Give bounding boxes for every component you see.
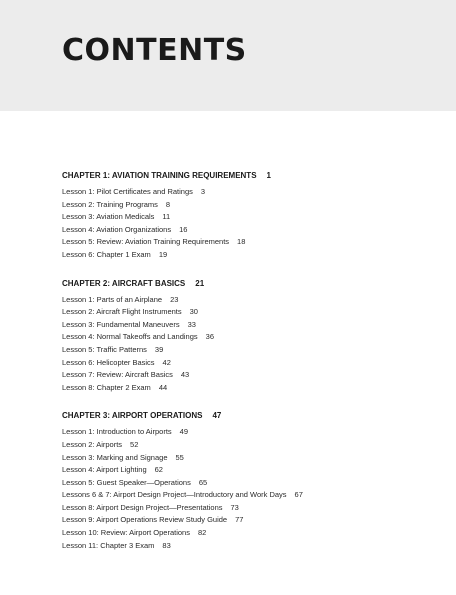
lesson-entry[interactable] (62, 249, 442, 262)
lesson-page-number: 55 (175, 452, 184, 462)
lesson-label: Lesson 3: Aviation Medicals (62, 212, 155, 222)
lesson-label: Lesson 9: Airport Operations Review Study Guide (62, 515, 228, 525)
lesson-entry[interactable] (62, 464, 442, 477)
lesson-entry[interactable] (62, 357, 442, 370)
lesson-entry[interactable] (62, 514, 442, 527)
lesson-entry[interactable] (62, 306, 442, 319)
lesson-entry[interactable] (62, 294, 442, 307)
lesson-label: Lesson 6: Helicopter Basics (62, 357, 155, 367)
lesson-page-number: 67 (294, 490, 303, 500)
lesson-entry[interactable] (62, 344, 442, 357)
chapter-page-number: 1 (266, 171, 271, 180)
lesson-page-number: 52 (130, 439, 139, 449)
lesson-entry[interactable] (62, 527, 442, 540)
lesson-entry[interactable] (62, 502, 442, 515)
lesson-entry[interactable] (62, 186, 442, 199)
lesson-label: Lesson 6: Chapter 1 Exam (62, 249, 151, 259)
lesson-label: Lesson 2: Airports (62, 439, 123, 449)
lesson-page-number: 62 (154, 465, 163, 475)
lesson-label: Lesson 4: Normal Takeoffs and Landings (62, 332, 198, 342)
chapter-1 (62, 170, 442, 262)
lesson-entry[interactable] (62, 382, 442, 395)
lesson-page-number: 43 (180, 370, 190, 380)
lesson-label: Lesson 11: Chapter 3 Exam (62, 540, 155, 550)
lesson-entry[interactable] (62, 452, 442, 465)
lesson-page-number: 73 (230, 502, 239, 512)
lesson-label: Lesson 1: Introduction to Airports (62, 427, 172, 437)
lesson-entry[interactable] (62, 426, 442, 439)
lesson-label: Lesson 5: Guest Speaker—Operations (62, 477, 191, 487)
chapter-heading[interactable] (62, 410, 442, 422)
lesson-entry[interactable] (62, 489, 442, 502)
lesson-page-number: 3 (200, 187, 206, 196)
chapter-page-number: 47 (212, 411, 222, 421)
lesson-page-number: 77 (235, 515, 244, 525)
chapter-2 (62, 278, 442, 395)
chapter-heading[interactable] (62, 278, 442, 290)
lesson-entry[interactable] (62, 369, 442, 382)
lesson-page-number: 44 (158, 382, 168, 392)
lesson-entry[interactable] (62, 439, 442, 452)
lesson-page-number: 30 (189, 307, 198, 317)
lesson-page-number: 39 (154, 344, 164, 354)
lesson-label: Lesson 3: Fundamental Maneuvers (62, 319, 180, 329)
lesson-entry[interactable] (62, 236, 442, 249)
chapter-page-number: 21 (195, 278, 205, 288)
lesson-label: Lesson 8: Airport Design Project—Presentations (62, 502, 223, 512)
lesson-entry[interactable] (62, 540, 442, 553)
lesson-label: Lesson 2: Training Programs (62, 199, 158, 209)
lesson-entry[interactable] (62, 199, 442, 212)
chapter-title: CHAPTER 2: AIRCRAFT BASICS (62, 278, 186, 288)
lesson-page-number: 42 (162, 357, 171, 367)
lesson-page-number: 8 (165, 199, 171, 209)
lesson-page-number: 83 (162, 540, 171, 550)
lesson-label: Lesson 1: Parts of an Airplane (62, 294, 163, 304)
lesson-page-number: 82 (197, 528, 207, 538)
lesson-entry[interactable] (62, 477, 442, 490)
lesson-label: Lesson 4: Airport Lighting (62, 465, 147, 475)
lesson-page-number: 49 (179, 427, 188, 437)
lesson-page-number: 65 (198, 477, 208, 487)
lesson-label: Lesson 4: Aviation Organizations (62, 224, 172, 234)
lesson-page-number: 36 (205, 332, 214, 342)
lesson-page-number: 19 (158, 249, 168, 259)
lesson-label: Lesson 3: Marking and Signage (62, 452, 168, 462)
lesson-label: Lesson 10: Review: Airport Operations (62, 528, 190, 538)
lesson-page-number: 18 (237, 237, 246, 247)
lesson-page-number: 16 (179, 224, 188, 234)
lesson-entry[interactable] (62, 331, 442, 344)
lesson-entry[interactable] (62, 319, 442, 332)
lesson-label: Lesson 1: Pilot Certificates and Ratings (62, 187, 193, 196)
lesson-page-number: 33 (187, 319, 196, 329)
chapter-3 (62, 410, 442, 552)
lesson-label: Lesson 5: Review: Aviation Training Requirements (62, 237, 230, 247)
chapter-title: CHAPTER 1: AVIATION TRAINING REQUIREMENTS (62, 171, 257, 180)
lesson-label: Lesson 8: Chapter 2 Exam (62, 382, 151, 392)
lesson-label: Lesson 7: Review: Aircraft Basics (62, 370, 173, 380)
lesson-entry[interactable] (62, 224, 442, 237)
lesson-label: Lesson 2: Aircraft Flight Instruments (62, 307, 182, 317)
lesson-label: Lessons 6 & 7: Airport Design Project—Introductory and Work Days (62, 490, 287, 500)
lesson-page-number: 23 (170, 294, 179, 304)
chapter-title: CHAPTER 3: AIRPORT OPERATIONS (62, 411, 203, 421)
table-of-contents (62, 170, 442, 568)
chapter-heading[interactable] (62, 170, 442, 182)
page-title: CONTENTS (62, 33, 247, 68)
lesson-page-number: 11 (162, 212, 171, 222)
lesson-label: Lesson 5: Traffic Patterns (62, 344, 147, 354)
lesson-entry[interactable] (62, 211, 442, 224)
